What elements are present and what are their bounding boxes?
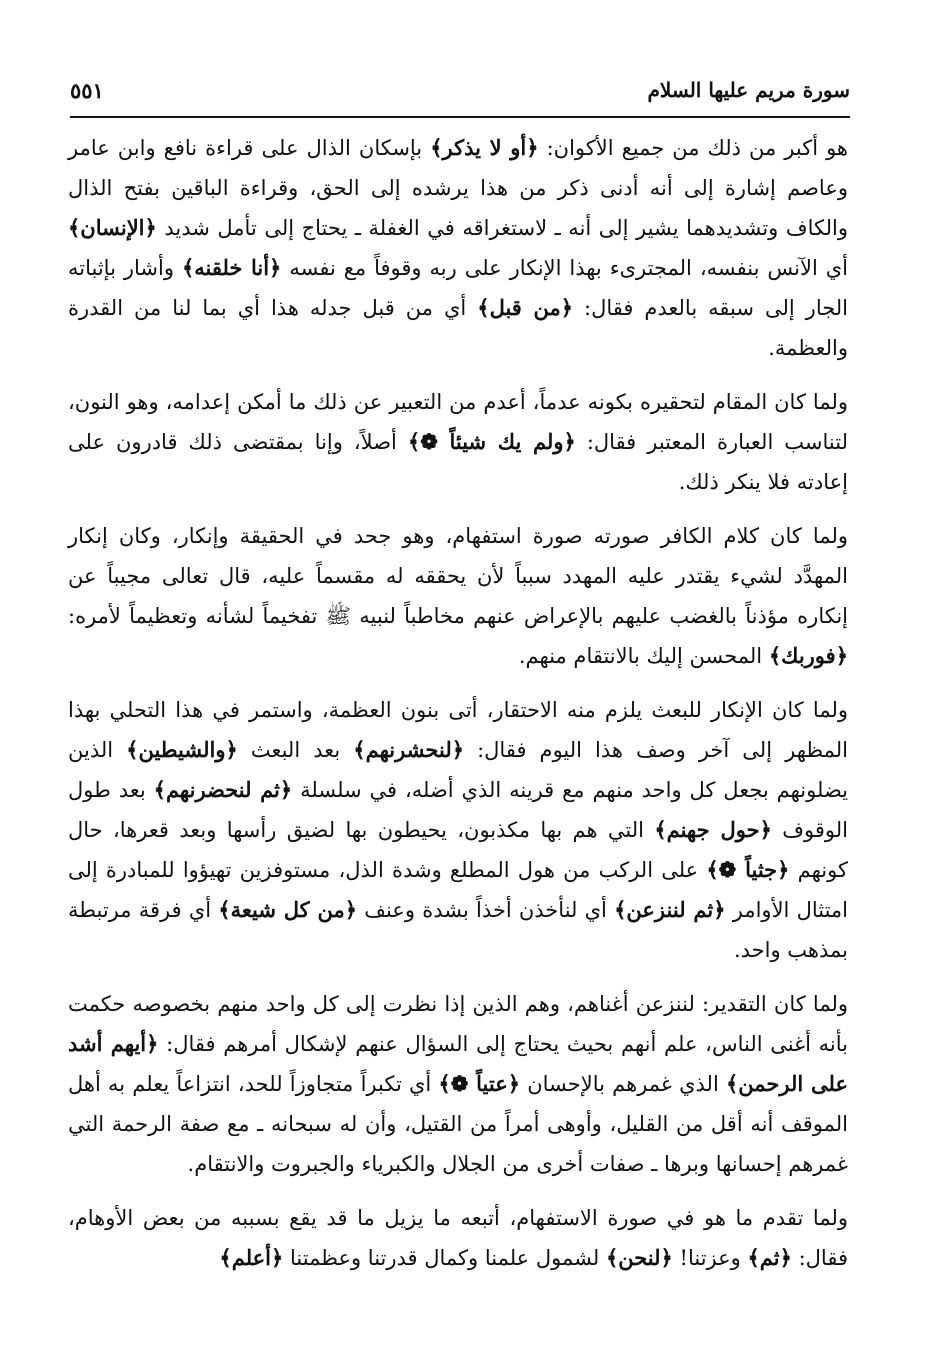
text-run: التي هم بها مكذبون، يحيطون بها لضيق رأسها وبعد قعرها، حال كونهم — [68, 818, 848, 882]
paragraph — [68, 984, 848, 1184]
paragraph — [68, 382, 848, 502]
text-run: بعد البعث — [237, 738, 354, 762]
page-body — [68, 128, 848, 1292]
text-run: بإسكان الذال على قراءة نافع وابن عامر وعاصم إشارة إلى أنه أدنى ذكر من هذا يرشده إلى الحق، وقراءة الباقين بفتح الذال والكاف وتشديدهما يشير إلى أنه ـ لاستغراقه في الغفلة ـ يحتاج إلى تأمل شديد — [68, 136, 848, 240]
quran-quote: ﴿من كل شيعة﴾ — [218, 897, 358, 922]
quran-quote: ﴿والشيطين﴾ — [126, 737, 238, 762]
text-run: على الركب من هول المطلع وشدة الذل، مستوفزين تهيؤوا للمبادرة إلى امتثال الأوامر — [68, 858, 848, 922]
text-run: ولما كان المقام لتحقيره بكونه عدماً، أعدم من التعبير عن ذلك ما أمكن إعدامه، وهو النون، لتناسب العبارة المعتبر فقال: — [68, 390, 848, 454]
text-run: أصلاً، وإنا بمقتضى ذلك قادرون على إعادته فلا ينكر ذلك. — [68, 430, 848, 494]
quran-quote: ﴿ثم﴾ — [747, 1245, 792, 1270]
quran-quote: ﴿من قبل﴾ — [477, 295, 574, 320]
quran-quote: ﴿أعلم﴾ — [219, 1245, 284, 1270]
text-run: لشمول علمنا وكمال قدرتنا وعظمتنا — [283, 1246, 606, 1270]
text-run: وأشار بإثباته الجار إلى سبقه بالعدم فقال: — [68, 256, 848, 320]
text-run: بعد طول الوقوف — [68, 778, 848, 842]
text-run: ولما تقدم ما هو في صورة الاستفهام، أتبعه ما يزيل ما قد يقع بسببه من بعض الأوهام، فقال: — [68, 1206, 848, 1270]
quran-quote: ﴿ثم لننزعن﴾ — [614, 897, 726, 922]
quran-quote: ﴿لنحشرنهم﴾ — [353, 737, 465, 762]
quran-quote: ﴿أو لا يذكر﴾ — [430, 135, 539, 160]
quran-quote: ﴿أيهم أشد على الرحمن﴾ — [68, 1031, 848, 1096]
text-run: الذي غمرهم بالإحسان — [520, 1072, 726, 1096]
quran-quote: ﴿جثياً ❁﴾ — [706, 857, 790, 882]
quran-quote: ﴿عتياً ❁﴾ — [438, 1071, 521, 1096]
text-run: ولما كان التقدير: لننزعن أغناهم، وهم الذين إذا نظرت إلى كل واحد منهم بخصوصه حكمت بأنه أغنى الناس، علم أنهم بحيث يحتاج إلى السؤال عنهم لإشكال أمرهم فقال: — [68, 992, 848, 1056]
text-run: ولما كان الإنكار للبعث يلزم منه الاحتقار، أتى بنون العظمة، واستمر في هذا التحلي بهذا المظهر إلى آخر وصف هذا اليوم فقال: — [68, 698, 848, 762]
paragraph — [68, 128, 848, 368]
quran-quote: ﴿الإنسان﴾ — [68, 215, 157, 240]
text-run: المحسن إليك بالانتقام منهم. — [518, 644, 769, 668]
text-run: أي لنأخذن أخذاً بشدة وعنف — [357, 898, 615, 922]
quran-quote: ﴿فوربك﴾ — [768, 643, 848, 668]
quran-quote: ﴿لنحن﴾ — [605, 1245, 673, 1270]
text-run: وعزتنا! — [672, 1246, 748, 1270]
paragraph — [68, 1198, 848, 1278]
page-number: ٥٥١ — [70, 78, 104, 103]
quran-quote: ﴿حول جهنم﴾ — [654, 817, 772, 842]
text-run: أي من قبل جدله هذا أي بما لنا من القدرة والعظمة. — [68, 296, 848, 360]
text-run: أي الآنس بنفسه، المجترىء بهذا الإنكار على ربه وقوفاً مع نفسه — [281, 256, 849, 280]
text-run: ولما كان كلام الكافر صورته صورة استفهام، وهو جحد في الحقيقة وإنكار، وكان إنكار المهدَّد لشيء يقتدر عليه المهدد سبباً لأن يحققه له مقسماً عليه، قال تعالى مجيباً عن إنكاره مؤذناً بالغضب عليهم بالإعراض عنهم مخاطباً لنبيه ﷺ تفخيماً لشأنه وتعظيماً لأمره: — [68, 524, 849, 628]
quran-quote: ﴿أنا خلقنه﴾ — [181, 255, 282, 280]
quran-quote: ﴿ثم لنحضرنهم﴾ — [153, 777, 293, 802]
paragraph — [68, 690, 848, 970]
surah-title: سورة مريم عليها السلام — [647, 78, 850, 102]
text-run: أي فرقة مرتبطة بمذهب واحد. — [68, 898, 848, 962]
paragraph — [68, 516, 848, 676]
text-run: هو أكبر من ذلك من جميع الأكوان: — [538, 136, 848, 160]
page-header — [70, 72, 850, 118]
text-run: أي تكبراً متجاوزاً للحد، انتزاعاً يعلم به أهل الموقف أنه أقل من القليل، وأوهى أمراً من القتيل، وأن له سبحانه ـ مع صفة الرحمة التي غمرهم إحسانها وبرها ـ صفات أخرى من الجلال والكبرياء والجبروت والانتقام. — [68, 1072, 848, 1176]
text-run: الذين يضلونهم بجعل كل واحد منهم مع قرينه الذي أضله، في سلسلة — [68, 738, 849, 802]
quran-quote: ﴿ولم يك شيئاً ❁﴾ — [407, 429, 576, 454]
